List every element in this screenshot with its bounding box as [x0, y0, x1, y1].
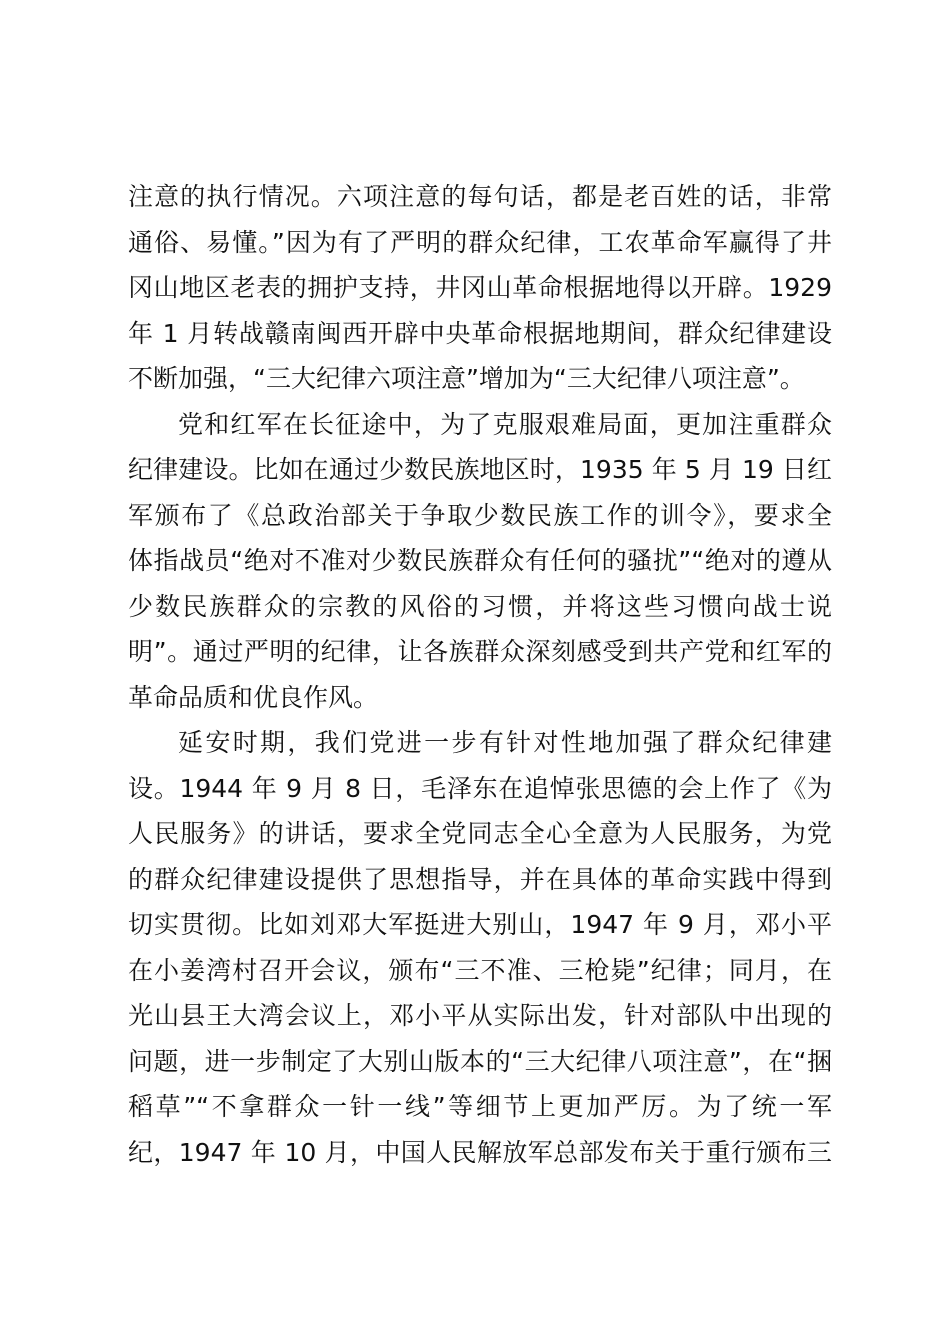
text-line: 设。1944 年 9 月 8 日，毛泽东在追悼张思德的会上作了《为	[128, 773, 832, 803]
text-line: 冈山地区老表的拥护支持，井冈山革命根据地得以开辟。1929	[128, 273, 832, 302]
text-line: 通俗、易懂。”因为有了严明的群众纪律，工农革命军赢得了井	[128, 227, 832, 257]
text-line: 注意的执行情况。六项注意的每句话，都是老百姓的话，非常	[128, 182, 832, 211]
text-line: 年 1 月转战赣南闽西开辟中央革命根据地期间，群众纪律建设	[128, 318, 832, 348]
text-line: 体指战员“绝对不准对少数民族群众有任何的骚扰”“绝对的遵从	[128, 546, 832, 575]
text-line: 光山县王大湾会议上，邓小平从实际出发，针对部队中出现的	[128, 1001, 832, 1030]
text-line: 纪，1947 年 10 月，中国人民解放军总部发布关于重行颁布三	[128, 1137, 832, 1167]
paragraph-3	[128, 720, 832, 1175]
text-line: 稻草”“不拿群众一针一线”等细节上更加严厉。为了统一军	[128, 1092, 832, 1121]
text-line: 延安时期，我们党进一步有针对性地加强了群众纪律建	[178, 728, 832, 757]
text-line: 不断加强，“三大纪律六项注意”增加为“三大纪律八项注意”。	[128, 364, 805, 393]
text-line: 在小姜湾村召开会议，颁布“三不准、三枪毙”纪律；同月，在	[128, 955, 832, 985]
document-page	[128, 174, 832, 1175]
paragraph-2	[128, 402, 832, 721]
text-line: 问题，进一步制定了大别山版本的“三大纪律八项注意”，在“捆	[128, 1046, 832, 1076]
text-line: 切实贯彻。比如刘邓大军挺进大别山，1947 年 9 月，邓小平	[128, 910, 832, 939]
text-line: 的群众纪律建设提供了思想指导，并在具体的革命实践中得到	[128, 864, 832, 894]
text-line: 纪律建设。比如在通过少数民族地区时，1935 年 5 月 19 日红	[128, 455, 832, 484]
text-line: 革命品质和优良作风。	[128, 682, 379, 712]
text-line: 人民服务》的讲话，要求全党同志全心全意为人民服务，为党	[128, 819, 832, 848]
text-line: 明”。通过严明的纪律，让各族群众深刻感受到共产党和红军的	[128, 637, 832, 666]
text-line: 军颁布了《总政治部关于争取少数民族工作的训令》，要求全	[128, 500, 832, 530]
paragraph-1	[128, 174, 832, 402]
text-line: 党和红军在长征途中，为了克服艰难局面，更加注重群众	[178, 409, 832, 439]
text-line: 少数民族群众的宗教的风俗的习惯，并将这些习惯向战士说	[128, 591, 832, 621]
